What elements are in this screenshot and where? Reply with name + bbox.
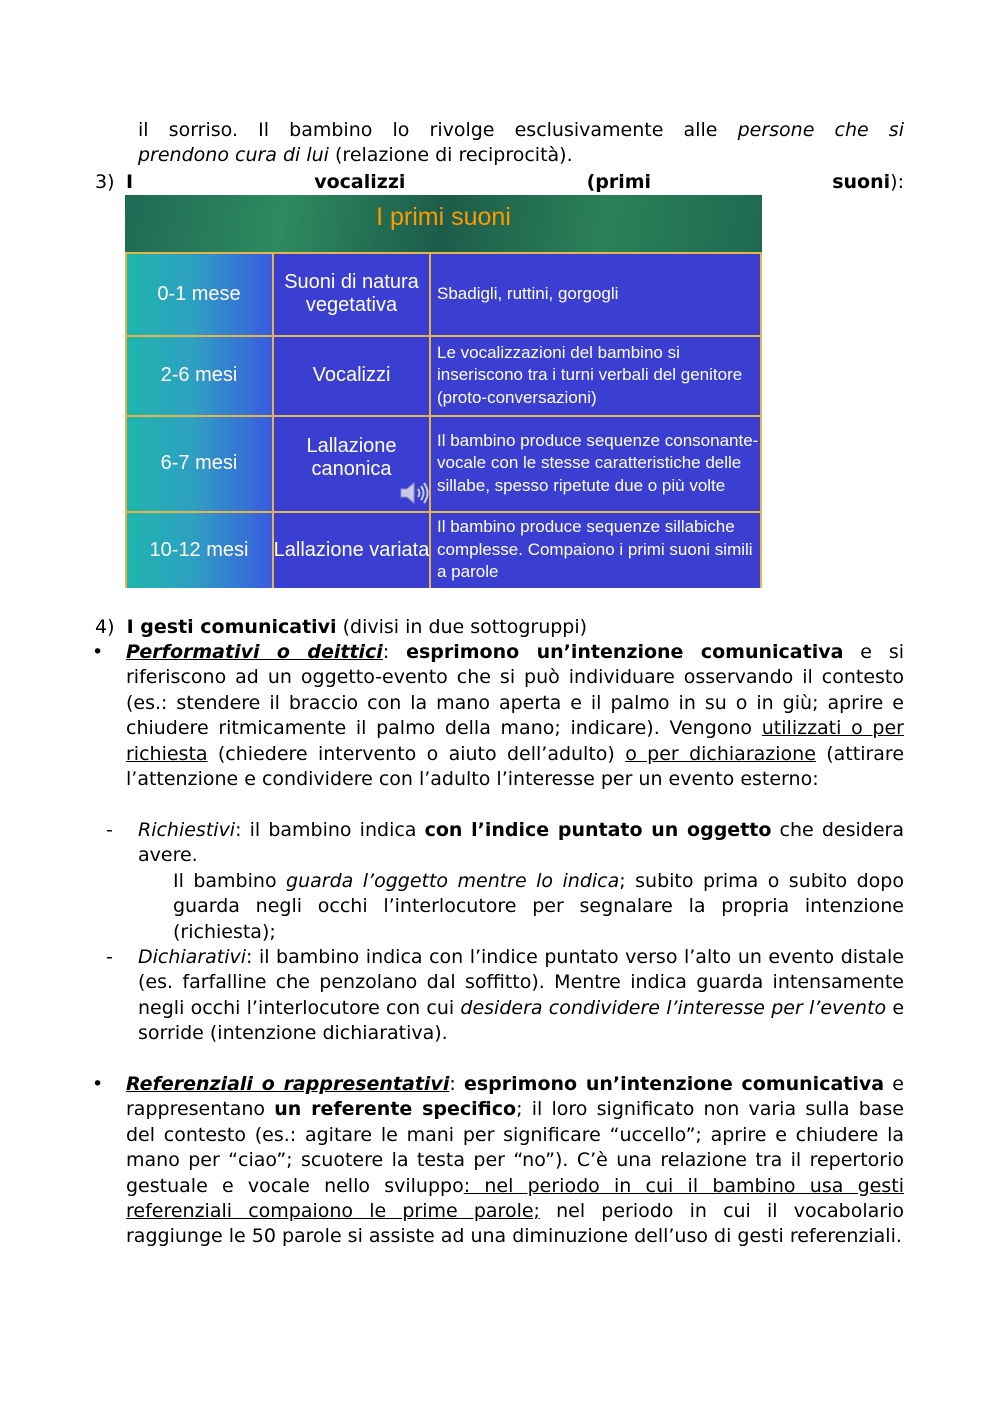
table-line: [429, 253, 431, 588]
richiestivi-sub-text-1: Il bambino: [173, 870, 287, 892]
referenziali-text-3: nel periodo in cui il vocabolario raggiunge le 50 parole si assiste ad una diminuzione dell’uso di gesti referenziali.: [126, 1200, 904, 1248]
referenziali-text-1: e rappresentano: [126, 1073, 904, 1121]
table-cell-stage: Suoni di natura vegetativa: [284, 271, 419, 316]
performativi-bold: esprimono un’intenzione comunicativa: [406, 641, 844, 663]
bullet-icon: •: [92, 641, 104, 663]
section-4-subtitle: (divisi in due sottogruppi): [336, 616, 588, 638]
intro-text-2: (relazione di reciprocità).: [328, 144, 573, 167]
section-3-word-1: I: [126, 171, 134, 193]
referenziali-term: Referenziali o rappresentativi: [126, 1073, 450, 1095]
slide-title: I primi suoni: [376, 203, 511, 231]
richiestivi-text-2: che desidera avere.: [138, 819, 905, 867]
bullet-icon: •: [92, 1073, 104, 1095]
table-cell-stage: Lallazione variata: [273, 538, 430, 561]
table-cell-description: Il bambino produce sequenze sillabiche complesse. Compaiono i primi suoni simili a parole: [437, 517, 753, 582]
performativi-underline-2: o per dichiarazione: [625, 742, 816, 765]
dash-marker: -: [106, 819, 113, 841]
richiestivi-text-1: : il bambino indica: [235, 819, 425, 841]
section-4-number: 4): [95, 616, 115, 638]
section-3-title: [126, 170, 904, 195]
table-line: [125, 252, 762, 254]
table-cell-stage: Vocalizzi: [312, 364, 391, 386]
richiestivi-paragraph: [138, 818, 904, 869]
referenziali-colon: :: [449, 1073, 464, 1095]
referenziali-bold-2: un referente specifico: [274, 1098, 517, 1121]
table-cell-age: 0-1 mese: [125, 253, 273, 335]
section-4-heading: [95, 615, 904, 640]
intro-italic-2: prendono cura di lui: [138, 144, 329, 167]
referenziali-bold-1: esprimono un’intenzione comunicativa: [463, 1073, 885, 1095]
section-3-number: 3): [95, 171, 115, 193]
performativi-text-1: e si riferiscono ad un oggetto-evento che si può individuare osservando il contesto (es.: stendere il braccio con la mano aperta e il palmo in su o in giù; aprire e chiudere ritmicamente il palmo della mano; indicare). Vengono: [126, 641, 904, 740]
richiestivi-bold: con l’indice puntato un oggetto: [424, 819, 772, 841]
richiestivi-subparagraph: [173, 869, 904, 945]
table-cell-age: 2-6 mesi: [125, 336, 273, 415]
referenziali-text-2: ; il loro significato non varia sulla base del contesto (es.: agitare le mani per significare “uccello”; aprire e chiudere la mano per “ciao”; scuotere la testa per “no”). C’è una relazione tra il repertorio gestuale e vocale nello sviluppo: [126, 1098, 904, 1197]
table-line: [125, 253, 127, 588]
performativi-text-2: (chiedere intervento o aiuto dell’adulto): [207, 742, 626, 765]
intro-line-1: [138, 118, 904, 143]
table-line: [125, 335, 762, 337]
dash-marker: -: [106, 946, 113, 968]
dichiarativi-text-2: e sorride (intenzione dichiarativa).: [138, 996, 905, 1045]
referenziali-underline: : nel periodo in cui il bambino usa gesti referenziali compaiono le prime parole;: [126, 1174, 904, 1223]
intro-italic: persone che si: [737, 119, 904, 141]
section-3-word-4: [832, 170, 904, 195]
table-cell-description: Le vocalizzazioni del bambino si inseriscono tra i turni verbali del genitore (proto-conversazioni): [437, 342, 743, 407]
table-line: [760, 253, 762, 588]
speaker-icon[interactable]: [399, 480, 431, 506]
intro-line-2: [138, 143, 904, 168]
section-3-word-2: vocalizzi: [314, 171, 406, 193]
richiestivi-sub-text-2: ; subito prima o subito dopo guarda negli occhi l’interlocutore per segnalare la propria intenzione (richiesta);: [173, 870, 904, 943]
table-cell-description: Sbadigli, ruttini, gorgogli: [437, 283, 619, 303]
dichiarativi-text-1: : il bambino indica con l’indice puntato verso l’alto un evento distale (es. farfalline che penzolano dal soffitto). Mentre indica guarda intensamente negli occhi l’interlocutore con cui: [138, 946, 904, 1019]
performativi-text-3: (attirare l’attenzione e condividere con l’adulto l’interesse per un evento esterno:: [126, 742, 905, 791]
section-3-word-3: (primi: [586, 171, 652, 193]
dichiarativi-italic: desidera condividere l’interesse per l’evento: [460, 996, 887, 1019]
section-4-title: I gesti comunicativi: [126, 616, 337, 638]
dichiarativi-term: Dichiarativi: [138, 946, 247, 968]
table-cell-age: 6-7 mesi: [125, 416, 273, 511]
referenziali-paragraph: [126, 1072, 904, 1250]
table-line: [272, 253, 274, 588]
table-line: [125, 415, 762, 417]
table-line: [125, 511, 762, 513]
performativi-underline-1: utilizzati o per richiesta: [126, 717, 904, 765]
section-3-word-4-bold: suoni: [832, 171, 891, 193]
table-cell-age: 10-12 mesi: [125, 512, 273, 588]
table-cell-description: Il bambino produce sequenze consonante-vocale con le stesse caratteristiche delle sillabe, spesso ripetute due o più volte: [437, 430, 759, 495]
performativi-colon: :: [382, 641, 407, 663]
performativi-term: Performativi o deittici: [126, 641, 383, 663]
table-cell-stage: Lallazione canonica: [306, 434, 397, 480]
richiestivi-term: Richiestivi: [138, 819, 236, 841]
performativi-paragraph: [126, 640, 904, 792]
dichiarativi-paragraph: [138, 945, 904, 1047]
richiestivi-sub-italic: guarda l’oggetto mentre lo indica: [286, 870, 620, 892]
slide-table: [125, 253, 762, 588]
primi-suoni-slide: [125, 195, 762, 588]
intro-paragraph: [138, 118, 904, 169]
intro-text: il sorriso. Il bambino lo rivolge esclusivamente alle: [138, 119, 738, 141]
section-3-word-4-tail: ):: [890, 171, 904, 193]
